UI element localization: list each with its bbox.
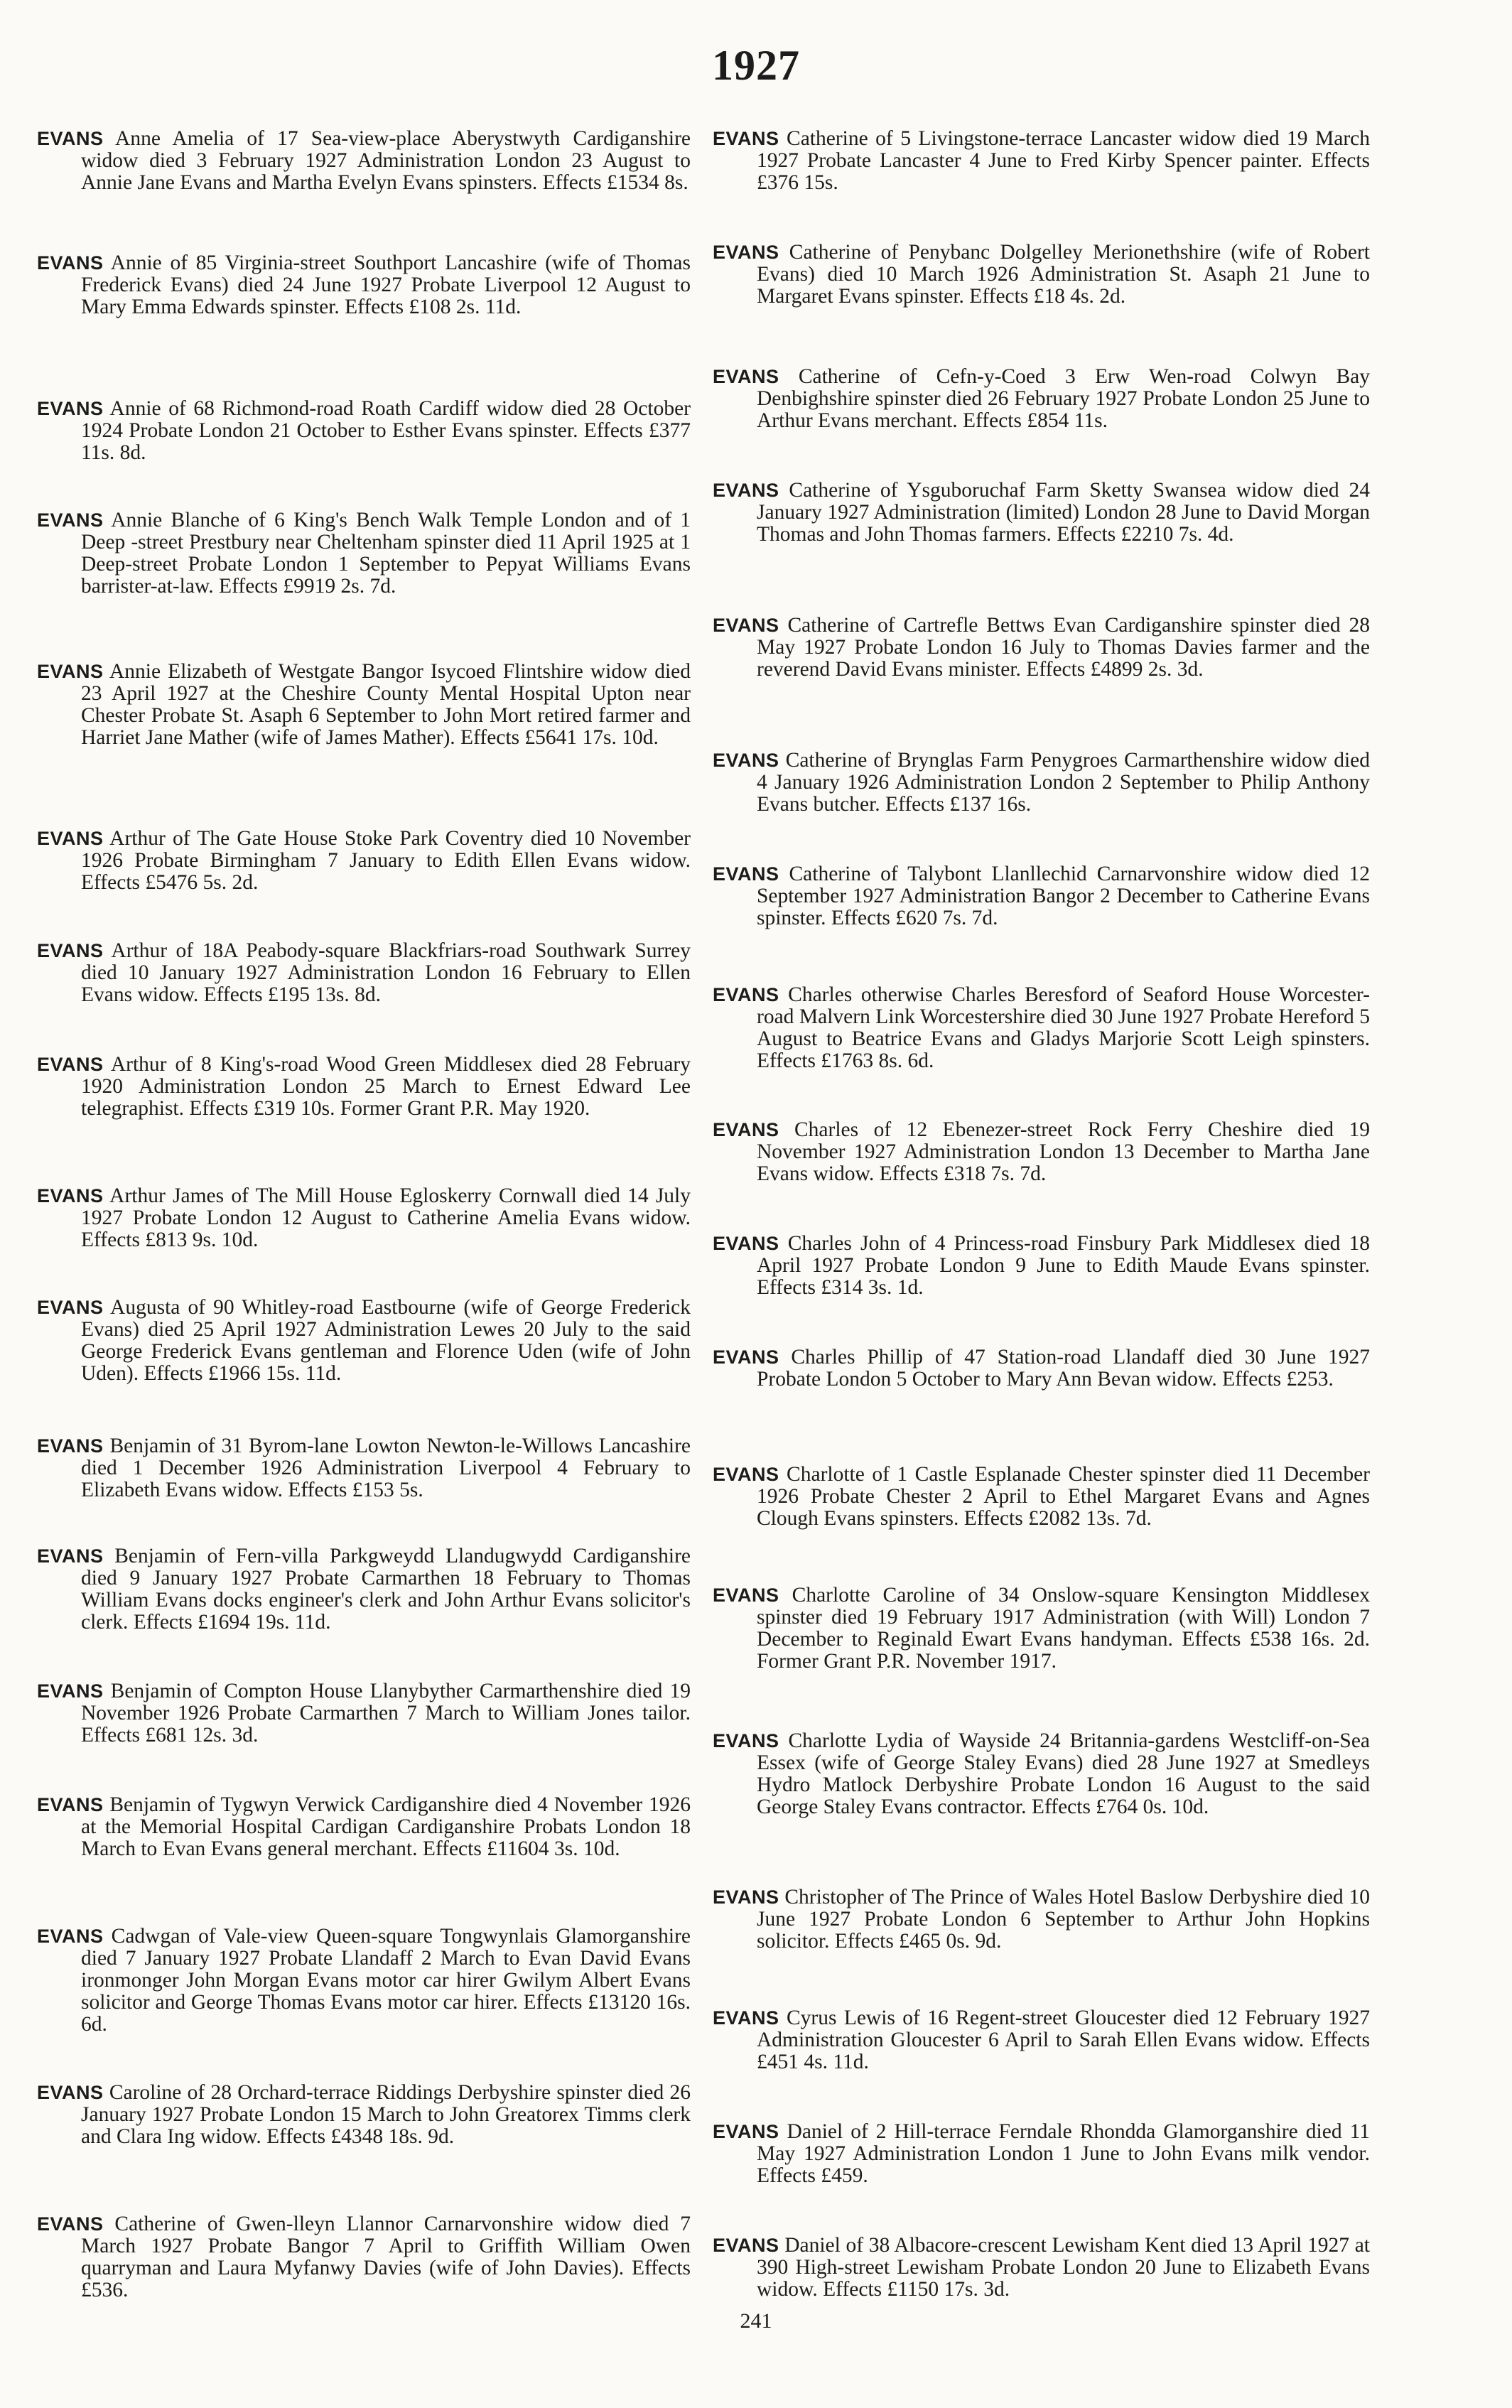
entry-text: Charles John of 4 Princess-road Finsbury Park Middlesex died 18 April 1927 Probate London 9 June to Edith Maude Evans spinster. Effects £314 3s. 1d. <box>757 1231 1371 1299</box>
entry-text: Charlotte Lydia of Wayside 24 Britannia-gardens Westcliff-on-Sea Essex (wife of George Staley Evans) died 28 June 1927 at Smedleys Hydro Matlock Derbyshire Probate London 16 August to the said George Staley Evans contractor. Effects £764 0s. 10d. <box>757 1729 1370 1818</box>
entry-surname: EVANS <box>713 863 779 885</box>
probate-entry <box>37 128 691 194</box>
probate-entry <box>37 2213 691 2301</box>
entry-surname: EVANS <box>37 1296 104 1318</box>
entry-text: Benjamin of Compton House Llanybyther Carmarthenshire died 19 November 1926 Probate Carmarthen 7 March to William Jones tailor. Effects £681 12s. 3d. <box>81 1679 691 1746</box>
probate-entry <box>37 1680 691 1746</box>
probate-entry <box>713 128 1370 194</box>
entry-surname: EVANS <box>713 1118 779 1140</box>
probate-entry <box>713 366 1370 432</box>
probate-entry <box>713 480 1370 546</box>
entry-text: Catherine of Penybanc Dolgelley Merionethshire (wife of Robert Evans) died 10 March 1926 Administration St. Asaph 21 June to Margaret Evans spinster. Effects £18 4s. 2d. <box>757 240 1370 308</box>
entry-text: Arthur of 8 King's-road Wood Green Middlesex died 28 February 1920 Administration London 25 March to Ernest Edward Lee telegraphist. Effects £319 10s. Former Grant P.R. May 1920. <box>81 1052 691 1120</box>
entry-text: Annie of 85 Virginia-street Southport Lancashire (wife of Thomas Frederick Evans) died 24 June 1927 Probate Liverpool 12 August to Mary Emma Edwards spinster. Effects £108 2s. 11d. <box>81 251 691 318</box>
probate-entry <box>713 1730 1370 1818</box>
probate-entry <box>37 1435 691 1501</box>
entry-text: Cadwgan of Vale-view Queen-square Tongwynlais Glamorganshire died 7 January 1927 Probate Llandaff 2 March to Evan David Evans ironmonger John Morgan Evans motor car hirer Gwilym Albert Evans solicitor and George Thomas Evans motor car hirer. Effects £13120 16s. 6d. <box>81 1924 691 2036</box>
entry-text: Catherine of Cartrefle Bettws Evan Cardiganshire spinster died 28 May 1927 Probate London 16 July to Thomas Davies farmer and the reverend David Evans minister. Effects £4899 2s. 3d. <box>757 613 1370 681</box>
entry-surname: EVANS <box>37 1793 104 1815</box>
probate-entry <box>713 1886 1370 1953</box>
probate-entry <box>713 1233 1370 1299</box>
probate-entry <box>713 863 1370 929</box>
entry-surname: EVANS <box>37 1053 104 1075</box>
probate-entry <box>37 1185 691 1251</box>
probate-entry <box>713 1346 1370 1391</box>
entry-surname: EVANS <box>713 749 779 771</box>
probate-entry <box>713 984 1370 1072</box>
entry-surname: EVANS <box>37 660 104 682</box>
entry-surname: EVANS <box>37 127 104 149</box>
entry-text: Catherine of Brynglas Farm Penygroes Carmarthenshire widow died 4 January 1926 Administration London 2 September to Philip Anthony Evans butcher. Effects £137 16s. <box>757 748 1370 816</box>
entry-text: Arthur of 18A Peabody-square Blackfriars-road Southwark Surrey died 10 January 1927 Administration London 16 February to Ellen Evans widow. Effects £195 13s. 8d. <box>81 939 691 1006</box>
entry-surname: EVANS <box>37 2081 104 2103</box>
probate-entry <box>37 252 691 318</box>
entry-text: Charles Phillip of 47 Station-road Llandaff died 30 June 1927 Probate London 5 October to Mary Ann Bevan widow. Effects £253. <box>757 1345 1370 1391</box>
entry-surname: EVANS <box>713 127 779 149</box>
entry-surname: EVANS <box>713 1584 779 1606</box>
entry-surname: EVANS <box>37 1680 104 1702</box>
entry-surname: EVANS <box>713 2120 779 2142</box>
entry-text: Caroline of 28 Orchard-terrace Riddings Derbyshire spinster died 26 January 1927 Probate London 15 March to John Greatorex Timms clerk and Clara Ing widow. Effects £4348 18s. 9d. <box>81 2080 691 2148</box>
entry-text: Benjamin of Fern-villa Parkgweydd Llandugwydd Cardiganshire died 9 January 1927 Probate Carmarthen 18 February to Thomas William Evans docks engineer's clerk and John Arthur Evans solicitor's clerk. Effects £1694 19s. 11d. <box>81 1544 691 1634</box>
entry-text: Charlotte Caroline of 34 Onslow-square Kensington Middlesex spinster died 19 February 1917 Administration (with Will) London 7 December to Reginald Ewart Evans handyman. Effects £538 16s. 2d. Former Grant P.R. November 1917. <box>757 1583 1370 1673</box>
entry-surname: EVANS <box>37 252 104 274</box>
entry-surname: EVANS <box>713 2007 779 2029</box>
entry-surname: EVANS <box>37 1925 104 1947</box>
entry-surname: EVANS <box>713 983 779 1005</box>
entry-surname: EVANS <box>713 1886 779 1908</box>
probate-entry <box>713 2235 1370 2301</box>
entry-text: Benjamin of 31 Byrom-lane Lowton Newton-le-Willows Lancashire died 1 December 1926 Administration Liverpool 4 February to Elizabeth Evans widow. Effects £153 5s. <box>81 1434 691 1501</box>
probate-entry <box>37 661 691 749</box>
probate-entry <box>37 2082 691 2148</box>
probate-entry <box>37 940 691 1006</box>
probate-entry <box>37 509 691 598</box>
entry-surname: EVANS <box>713 479 779 501</box>
probate-entry <box>713 615 1370 681</box>
entry-surname: EVANS <box>713 2234 779 2256</box>
probate-entry <box>713 2121 1370 2187</box>
entry-text: Christopher of The Prince of Wales Hotel Baslow Derbyshire died 10 June 1927 Probate London 6 September to Arthur John Hopkins solicitor. Effects £465 0s. 9d. <box>757 1885 1371 1953</box>
entry-surname: EVANS <box>713 365 779 387</box>
entry-text: Catherine of Talybont Llanllechid Carnarvonshire widow died 12 September 1927 Administration Bangor 2 December to Catherine Evans spinster. Effects £620 7s. 7d. <box>757 862 1371 929</box>
entry-text: Daniel of 38 Albacore-crescent Lewisham Kent died 13 April 1927 at 390 High-street Lewisham Probate London 20 June to Elizabeth Evans widow. Effects £1150 17s. 3d. <box>757 2233 1370 2301</box>
entry-surname: EVANS <box>37 509 104 531</box>
probate-entry <box>713 1584 1370 1673</box>
page-year-heading: 1927 <box>712 42 800 89</box>
entry-text: Cyrus Lewis of 16 Regent-street Gloucester died 12 February 1927 Administration Gloucester 6 April to Sarah Ellen Evans widow. Effects £451 4s. 11d. <box>757 2006 1370 2073</box>
entry-text: Catherine of 5 Livingstone-terrace Lancaster widow died 19 March 1927 Probate Lancaster 4 June to Fred Kirby Spencer painter. Effects £376 15s. <box>757 126 1371 194</box>
probate-entry <box>37 828 691 894</box>
entry-text: Catherine of Gwen-lleyn Llannor Carnarvonshire widow died 7 March 1927 Probate Bangor 7 April to Griffith William Owen quarryman and Laura Myfanwy Davies (wife of John Davies). Effects £536. <box>81 2212 691 2301</box>
entry-text: Annie Elizabeth of Westgate Bangor Isycoed Flintshire widow died 23 April 1927 at the Cheshire County Mental Hospital Upton near Chester Probate St. Asaph 6 September to John Mort retired farmer and Harriet Jane Mather (wife of James Mather). Effects £5641 17s. 10d. <box>81 659 691 749</box>
page-number: 241 <box>740 2309 772 2333</box>
probate-entry <box>37 1297 691 1385</box>
entry-surname: EVANS <box>37 1435 104 1457</box>
entry-text: Anne Amelia of 17 Sea-view-place Aberystwyth Cardiganshire widow died 3 February 1927 Administration London 23 August to Annie Jane Evans and Martha Evelyn Evans spinsters. Effects £1534 8s. <box>81 126 691 194</box>
entry-surname: EVANS <box>37 397 104 419</box>
entry-text: Catherine of Cefn-y-Coed 3 Erw Wen-road Colwyn Bay Denbighshire spinster died 26 February 1927 Probate London 25 June to Arthur Evans merchant. Effects £854 11s. <box>757 365 1370 432</box>
probate-entry <box>37 1545 691 1634</box>
probate-entry <box>37 1794 691 1860</box>
probate-entry <box>37 1054 691 1120</box>
probate-entry <box>713 750 1370 816</box>
entry-text: Benjamin of Tygwyn Verwick Cardiganshire died 4 November 1926 at the Memorial Hospital Cardigan Cardiganshire Probats London 18 March to Evan Evans general merchant. Effects £11604 3s. 10d. <box>81 1793 691 1860</box>
probate-entry <box>713 2007 1370 2073</box>
entry-text: Charles of 12 Ebenezer-street Rock Ferry Cheshire died 19 November 1927 Administration London 13 December to Martha Jane Evans widow. Effects £318 7s. 7d. <box>757 1118 1371 1185</box>
entry-text: Charles otherwise Charles Beresford of Seaford House Worcester-road Malvern Link Worcestershire died 30 June 1927 Probate Hereford 5 August to Beatrice Evans and Gladys Marjorie Scott Leigh spinsters. Effects £1763 8s. 6d. <box>757 983 1370 1072</box>
entry-text: Daniel of 2 Hill-terrace Ferndale Rhondda Glamorganshire died 11 May 1927 Administration London 1 June to John Evans milk vendor. Effects £459. <box>757 2120 1370 2187</box>
entry-surname: EVANS <box>713 1463 779 1485</box>
probate-entry <box>37 398 691 464</box>
entry-surname: EVANS <box>713 1346 779 1368</box>
probate-entry <box>713 1119 1370 1185</box>
probate-entry <box>713 1464 1370 1530</box>
entry-text: Arthur James of The Mill House Egloskerry Cornwall died 14 July 1927 Probate London 12 August to Catherine Amelia Evans widow. Effects £813 9s. 10d. <box>81 1184 691 1251</box>
entry-surname: EVANS <box>37 2213 104 2235</box>
entry-surname: EVANS <box>37 939 104 961</box>
entry-text: Catherine of Ysguboruchaf Farm Sketty Swansea widow died 24 January 1927 Administration (limited) London 28 June to David Morgan Thomas and John Thomas farmers. Effects £2210 7s. 4d. <box>757 478 1370 546</box>
entry-surname: EVANS <box>713 1729 779 1751</box>
entry-text: Arthur of The Gate House Stoke Park Coventry died 10 November 1926 Probate Birmingham 7 January to Edith Ellen Evans widow. Effects £5476 5s. 2d. <box>81 826 691 894</box>
entry-surname: EVANS <box>37 1184 104 1206</box>
entry-surname: EVANS <box>37 1545 104 1567</box>
entry-surname: EVANS <box>713 614 779 636</box>
entry-text: Augusta of 90 Whitley-road Eastbourne (wife of George Frederick Evans) died 25 April 1927 Administration Lewes 20 July to the said George Frederick Evans gentleman and Florence Uden (wife of John Uden). Effects £1966 15s. 11d. <box>81 1295 691 1385</box>
entry-text: Annie of 68 Richmond-road Roath Cardiff widow died 28 October 1924 Probate London 21 October to Esther Evans spinster. Effects £377 11s. 8d. <box>81 396 691 464</box>
entry-surname: EVANS <box>37 827 104 849</box>
probate-entry <box>37 1926 691 2036</box>
probate-entry <box>713 242 1370 308</box>
entry-surname: EVANS <box>713 1232 779 1254</box>
entry-text: Annie Blanche of 6 King's Bench Walk Temple London and of 1 Deep -street Prestbury near Cheltenham spinster died 11 April 1925 at 1 Deep-street Probate London 1 September to Pepyat Williams Evans barrister-at-law. Effects £9919 2s. 7d. <box>81 508 691 598</box>
entry-text: Charlotte of 1 Castle Esplanade Chester spinster died 11 December 1926 Probate Chester 2 April to Ethel Margaret Evans and Agnes Clough Evans spinsters. Effects £2082 13s. 7d. <box>757 1462 1370 1530</box>
entry-surname: EVANS <box>713 241 779 263</box>
